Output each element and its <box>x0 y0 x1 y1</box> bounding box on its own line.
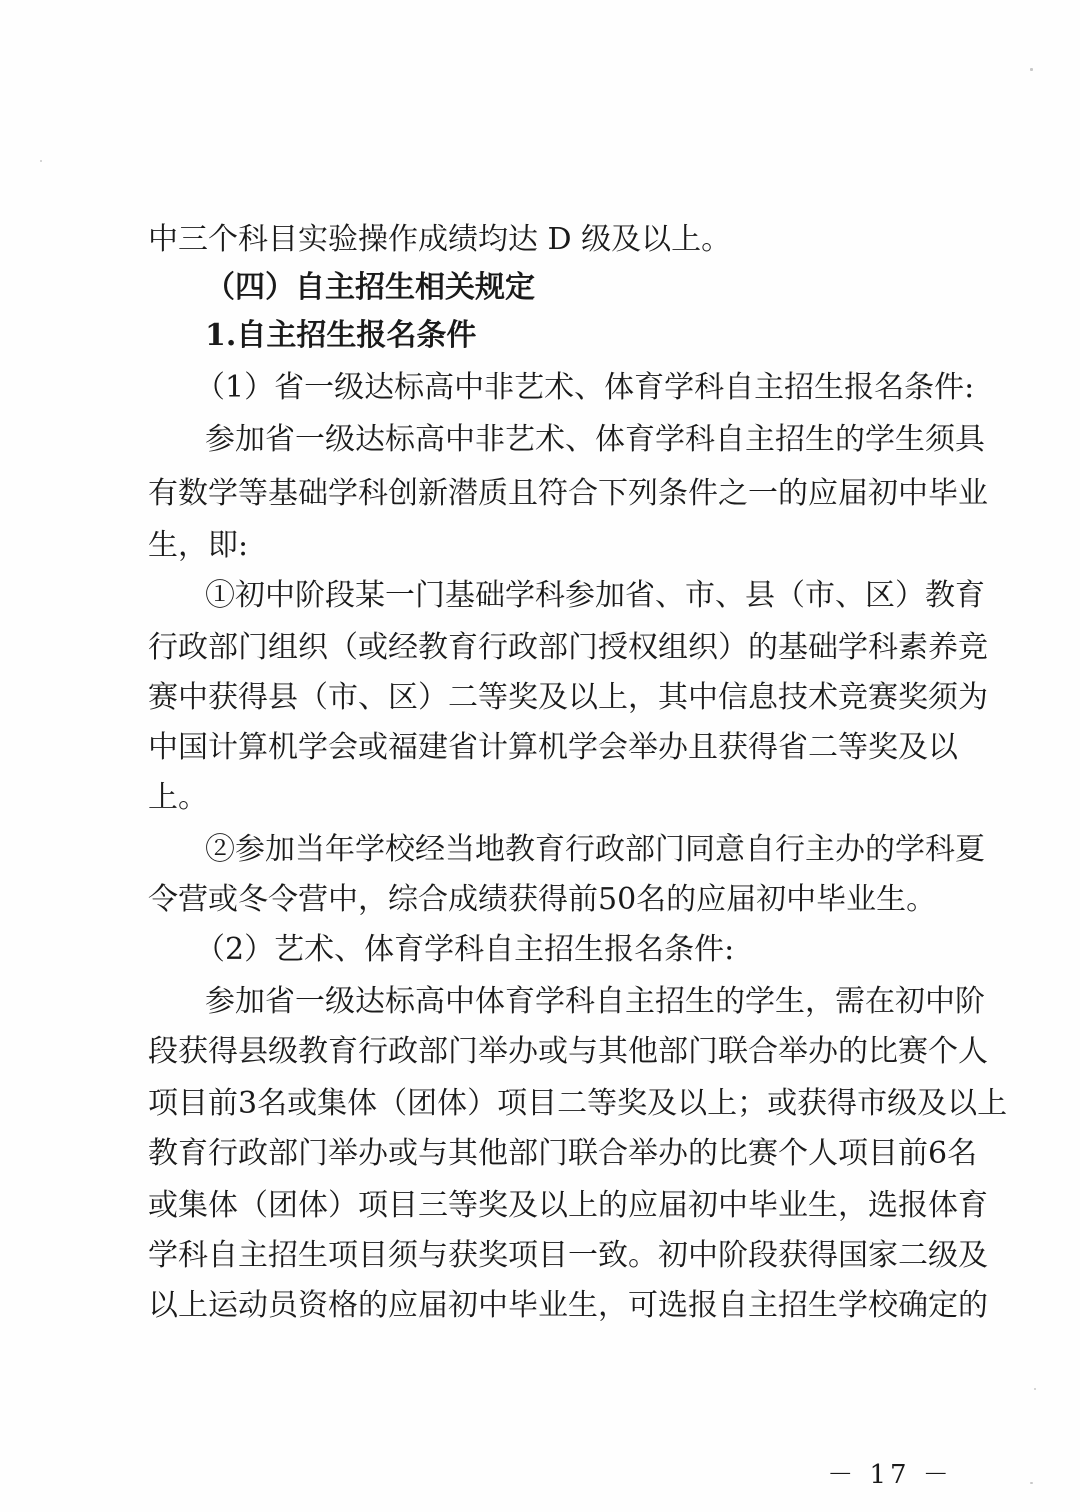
body-line <box>0 1026 1080 1078</box>
body-line <box>0 1280 1080 1332</box>
body-line <box>0 520 1080 572</box>
body-line <box>0 824 1080 876</box>
body-line <box>0 976 1080 1028</box>
body-line <box>0 1128 1080 1180</box>
subsection-heading <box>0 310 1080 362</box>
scan-speck <box>1030 1482 1033 1484</box>
body-line <box>0 722 1080 774</box>
body-text: 有数学等基础学科创新潜质且符合下列条件之一的应届初中毕业 <box>148 476 988 511</box>
body-text: 生，即: <box>148 528 249 563</box>
body-line <box>0 414 1080 466</box>
item-heading-text: （1）省一级达标高中非艺术、体育学科自主招生报名条件: <box>195 370 975 405</box>
body-text: 项目前3名或集体（团体）项目二等奖及以上；或获得市级及以上 <box>148 1086 1008 1121</box>
section-heading <box>0 262 1080 314</box>
item-heading-text: （2）艺术、体育学科自主招生报名条件: <box>195 932 735 967</box>
body-text: 以上运动员资格的应届初中毕业生，可选报自主招生学校确定的 <box>148 1288 988 1323</box>
body-text: 行政部门组织（或经教育行政部门授权组织）的基础学科素养竞 <box>148 630 988 665</box>
body-line <box>0 672 1080 724</box>
scan-speck <box>40 160 42 162</box>
body-text: 赛中获得县（市、区）二等奖及以上，其中信息技术竞赛奖须为 <box>148 680 988 715</box>
body-text: 或集体（团体）项目三等奖及以上的应届初中毕业生，选报体育 <box>148 1188 988 1223</box>
body-line <box>0 1078 1080 1130</box>
body-line <box>0 1180 1080 1232</box>
section-heading-text: （四）自主招生相关规定 <box>205 270 535 305</box>
body-line <box>0 874 1080 926</box>
item-heading <box>0 362 1080 414</box>
body-line <box>0 570 1080 622</box>
page-number: － 17 － <box>827 1460 953 1490</box>
body-line <box>0 468 1080 520</box>
body-line <box>0 622 1080 674</box>
body-text: 段获得县级教育行政部门举办或与其他部门联合举办的比赛个人 <box>148 1034 988 1069</box>
scan-speck <box>1034 1388 1036 1390</box>
body-text: 参加省一级达标高中非艺术、体育学科自主招生的学生须具 <box>205 422 985 457</box>
body-text: 教育行政部门举办或与其他部门联合举办的比赛个人项目前6名 <box>148 1136 978 1171</box>
body-text: 上。 <box>148 780 208 815</box>
body-line <box>0 1230 1080 1282</box>
body-line <box>0 772 1080 824</box>
body-text: 令营或冬令营中，综合成绩获得前50名的应届初中毕业生。 <box>148 882 937 917</box>
body-text: ①初中阶段某一门基础学科参加省、市、县（市、区）教育 <box>205 578 985 613</box>
body-text: ②参加当年学校经当地教育行政部门同意自行主办的学科夏 <box>205 832 985 867</box>
item-heading <box>0 924 1080 976</box>
body-line <box>0 214 1080 266</box>
body-text: 中国计算机学会或福建省计算机学会举办且获得省二等奖及以 <box>148 730 958 765</box>
body-text: 参加省一级达标高中体育学科自主招生的学生，需在初中阶 <box>205 984 985 1019</box>
body-text: 学科自主招生项目须与获奖项目一致。初中阶段获得国家二级及 <box>148 1238 988 1273</box>
scan-speck <box>1030 68 1033 71</box>
subsection-heading-text: 1.自主招生报名条件 <box>205 318 477 353</box>
body-text: 中三个科目实验操作成绩均达 D 级及以上。 <box>148 222 732 257</box>
